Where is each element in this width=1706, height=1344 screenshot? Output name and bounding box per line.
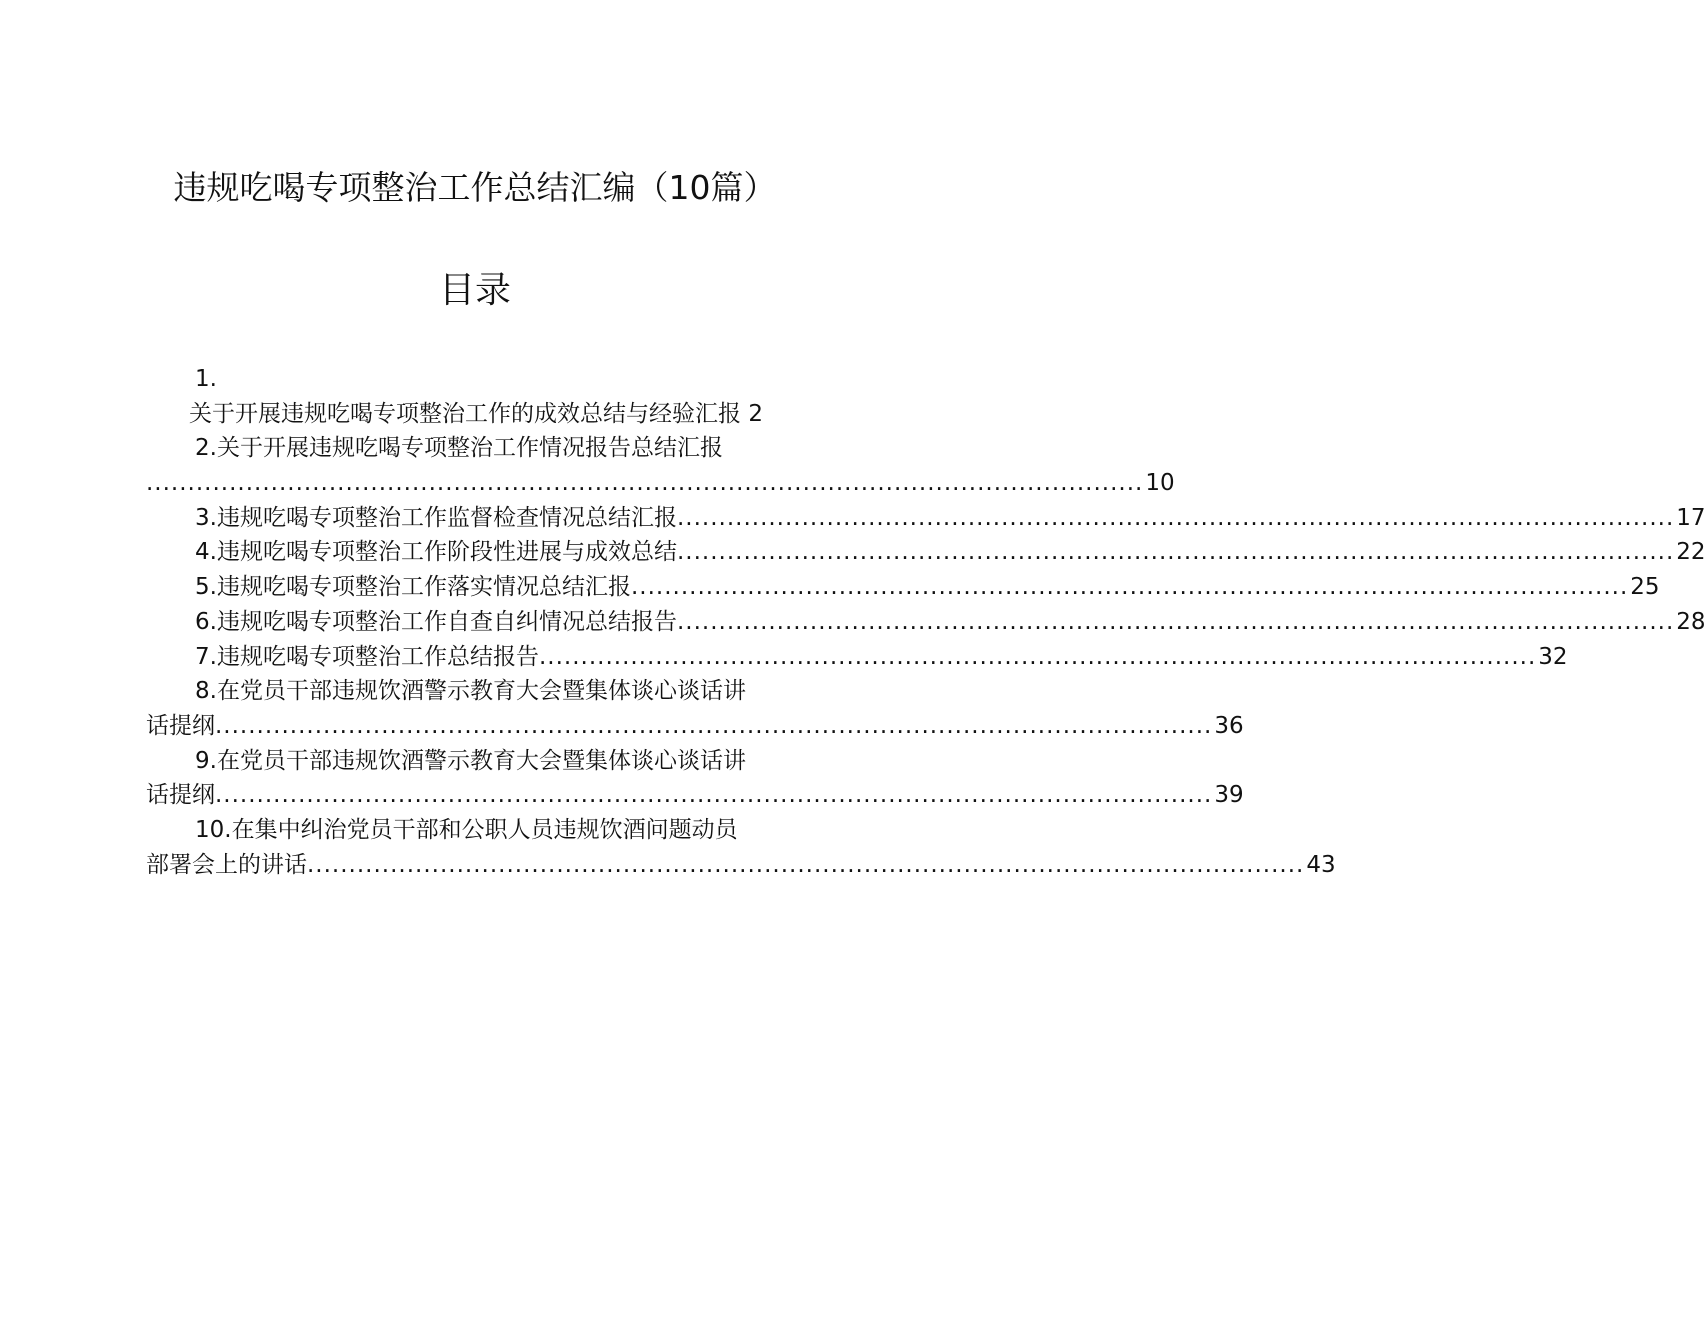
dot-leader: ........................................................................................................................ bbox=[146, 470, 1144, 497]
dot-leader: ........................................................................................................................ bbox=[676, 608, 1675, 635]
toc-entry-9[interactable] bbox=[146, 744, 806, 779]
toc-entry-6-title: 6.违规吃喝专项整治工作自查自纠情况总结报告 bbox=[195, 608, 677, 635]
toc-entry-1-page: 2 bbox=[748, 400, 763, 427]
toc-entry-7[interactable] bbox=[146, 640, 1568, 675]
dot-leader: ........................................................................................................................ bbox=[307, 851, 1305, 878]
toc-entry-8-page: 36 bbox=[1214, 712, 1244, 739]
toc-entry-6-page: 28 bbox=[1676, 608, 1706, 635]
toc-entry-9-title-line1: 9.在党员干部违规饮酒警示教育大会暨集体谈心谈话讲 bbox=[195, 747, 746, 774]
toc-entry-9-title-line2: 话提纲 bbox=[146, 782, 215, 809]
toc-entry-9-page: 39 bbox=[1214, 782, 1244, 809]
toc-entry-8[interactable] bbox=[146, 674, 806, 709]
toc-entry-2-page: 10 bbox=[1145, 470, 1175, 497]
toc-entry-5-page: 25 bbox=[1630, 574, 1660, 601]
dot-leader: ........................................................................................................................ bbox=[215, 782, 1213, 809]
toc-entry-1-number: 1. bbox=[195, 366, 217, 392]
dot-leader: ........................................................................................................................ bbox=[676, 504, 1675, 531]
toc-entry-1[interactable] bbox=[146, 397, 806, 432]
toc-entry-10-page: 43 bbox=[1306, 851, 1336, 878]
toc-entry-3-title: 3.违规吃喝专项整治工作监督检查情况总结汇报 bbox=[195, 504, 677, 531]
dot-leader: ........................................................................................................................ bbox=[538, 643, 1537, 670]
table-of-contents bbox=[146, 362, 1706, 882]
toc-entry-5[interactable] bbox=[146, 570, 1660, 605]
toc-entry-4[interactable] bbox=[146, 535, 1706, 570]
document-title: 违规吃喝专项整治工作总结汇编（10篇） bbox=[173, 168, 777, 207]
toc-entry-10-title-line1: 10.在集中纠治党员干部和公职人员违规饮酒问题动员 bbox=[195, 816, 738, 843]
toc-entry-10[interactable] bbox=[146, 813, 806, 848]
toc-entry-7-title: 7.违规吃喝专项整治工作总结报告 bbox=[195, 643, 539, 670]
toc-entry-2[interactable] bbox=[146, 431, 806, 466]
toc-entry-7-page: 32 bbox=[1538, 643, 1568, 670]
toc-heading: 目录 bbox=[438, 270, 511, 311]
toc-entry-3-page: 17 bbox=[1676, 504, 1706, 531]
toc-entry-2-title: 2.关于开展违规吃喝专项整治工作情况报告总结汇报 bbox=[195, 435, 723, 462]
toc-entry-8-leader-line bbox=[146, 709, 1244, 744]
toc-entry-3[interactable] bbox=[146, 501, 1706, 536]
toc-entry-8-title-line2: 话提纲 bbox=[146, 712, 215, 739]
toc-entry-10-title-line2: 部署会上的讲话 bbox=[146, 851, 307, 878]
toc-entry-1-number-line bbox=[146, 362, 806, 397]
toc-entry-2-leader-line bbox=[146, 466, 1175, 501]
toc-entry-8-title-line1: 8.在党员干部违规饮酒警示教育大会暨集体谈心谈话讲 bbox=[195, 678, 746, 705]
toc-entry-10-leader-line bbox=[146, 848, 1336, 883]
toc-entry-4-title: 4.违规吃喝专项整治工作阶段性进展与成效总结 bbox=[195, 539, 677, 566]
toc-entry-6[interactable] bbox=[146, 605, 1706, 640]
toc-entry-1-title: 关于开展违规吃喝专项整治工作的成效总结与经验汇报 bbox=[189, 400, 742, 427]
toc-entry-4-page: 22 bbox=[1676, 539, 1706, 566]
toc-entry-5-title: 5.违规吃喝专项整治工作落实情况总结汇报 bbox=[195, 574, 631, 601]
dot-leader: ........................................................................................................................ bbox=[215, 712, 1213, 739]
toc-entry-9-leader-line bbox=[146, 778, 1244, 813]
dot-leader: ........................................................................................................................ bbox=[630, 574, 1629, 601]
dot-leader: ........................................................................................................................ bbox=[676, 539, 1675, 566]
